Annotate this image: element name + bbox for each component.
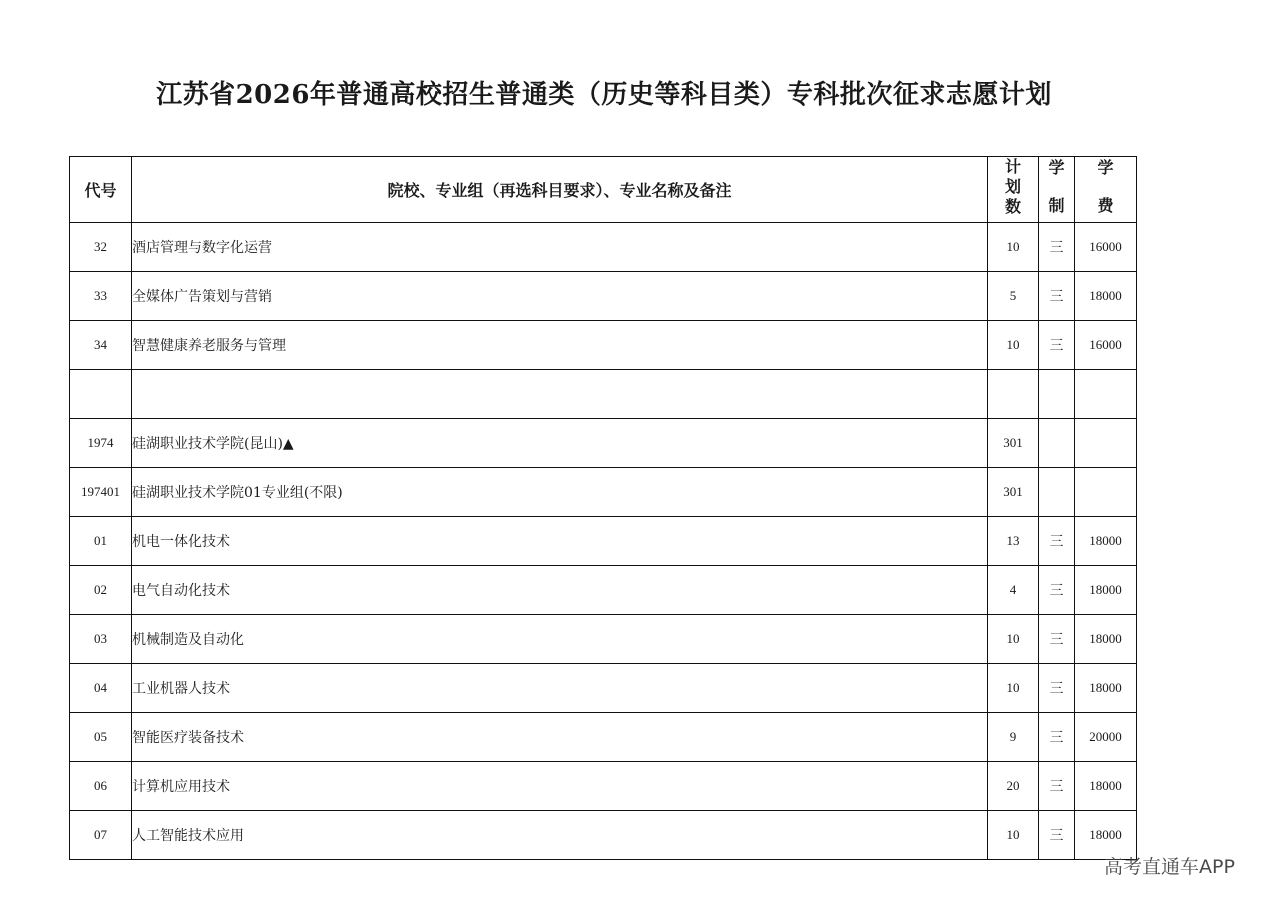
cell-code: 02 (70, 566, 132, 615)
cell-fee: 18000 (1075, 811, 1137, 860)
cell-fee: 20000 (1075, 713, 1137, 762)
cell-name: 智慧健康养老服务与管理 (132, 321, 988, 370)
cell-name: 硅湖职业技术学院01专业组(不限) (132, 468, 988, 517)
cell-system: 三 (1039, 615, 1075, 664)
cell-system: 三 (1039, 272, 1075, 321)
header-plan-char: 计 (1004, 157, 1021, 176)
cell-code: 07 (70, 811, 132, 860)
watermark: 高考直通车APP (1104, 856, 1235, 878)
table-row (70, 566, 1137, 615)
cell-name: 机械制造及自动化 (132, 615, 988, 664)
cell-code: 33 (70, 272, 132, 321)
cell-system: 三 (1039, 321, 1075, 370)
cell-code (70, 370, 132, 419)
table-row (70, 664, 1137, 713)
header-fee (1075, 157, 1137, 223)
table-body (70, 223, 1137, 860)
header-system-char: 学 (1048, 158, 1065, 177)
cell-plan: 10 (988, 321, 1039, 370)
cell-name: 电气自动化技术 (132, 566, 988, 615)
cell-name: 机电一体化技术 (132, 517, 988, 566)
cell-system: 三 (1039, 811, 1075, 860)
cell-plan: 20 (988, 762, 1039, 811)
header-name: 院校、专业组（再选科目要求）、专业名称及备注 (132, 157, 988, 223)
cell-fee: 16000 (1075, 321, 1137, 370)
cell-system (1039, 468, 1075, 517)
header-code: 代号 (70, 157, 132, 223)
cell-code: 06 (70, 762, 132, 811)
cell-code: 32 (70, 223, 132, 272)
cell-name: 智能医疗装备技术 (132, 713, 988, 762)
cell-name: 人工智能技术应用 (132, 811, 988, 860)
table-row (70, 811, 1137, 860)
enrollment-plan-table (69, 156, 1137, 860)
table-row (70, 615, 1137, 664)
cell-plan: 10 (988, 223, 1039, 272)
table-row (70, 223, 1137, 272)
cell-name: 酒店管理与数字化运营 (132, 223, 988, 272)
header-fee-char: 学 (1097, 158, 1114, 177)
cell-fee (1075, 468, 1137, 517)
cell-name: 全媒体广告策划与营销 (132, 272, 988, 321)
cell-plan (988, 370, 1039, 419)
cell-plan: 5 (988, 272, 1039, 321)
cell-code: 04 (70, 664, 132, 713)
cell-plan: 13 (988, 517, 1039, 566)
cell-system: 三 (1039, 664, 1075, 713)
cell-code: 197401 (70, 468, 132, 517)
cell-plan: 9 (988, 713, 1039, 762)
cell-fee: 18000 (1075, 664, 1137, 713)
cell-fee: 18000 (1075, 566, 1137, 615)
cell-fee: 18000 (1075, 762, 1137, 811)
cell-plan: 10 (988, 811, 1039, 860)
cell-code: 03 (70, 615, 132, 664)
table-header-row (70, 157, 1137, 223)
cell-system: 三 (1039, 713, 1075, 762)
cell-system: 三 (1039, 517, 1075, 566)
cell-fee: 18000 (1075, 615, 1137, 664)
cell-fee: 16000 (1075, 223, 1137, 272)
cell-name (132, 370, 988, 419)
table-row (70, 272, 1137, 321)
table-row (70, 713, 1137, 762)
cell-code: 01 (70, 517, 132, 566)
cell-plan: 301 (988, 468, 1039, 517)
cell-code: 34 (70, 321, 132, 370)
cell-fee (1075, 419, 1137, 468)
header-system (1039, 157, 1075, 223)
cell-plan: 301 (988, 419, 1039, 468)
table-row (70, 419, 1137, 468)
cell-fee (1075, 370, 1137, 419)
table-row (70, 762, 1137, 811)
table-row (70, 370, 1137, 419)
header-plan-char: 划 (1004, 177, 1021, 196)
table-row (70, 468, 1137, 517)
cell-plan: 10 (988, 615, 1039, 664)
cell-system (1039, 370, 1075, 419)
cell-fee: 18000 (1075, 272, 1137, 321)
cell-system (1039, 419, 1075, 468)
cell-system: 三 (1039, 762, 1075, 811)
cell-name: 工业机器人技术 (132, 664, 988, 713)
cell-fee: 18000 (1075, 517, 1137, 566)
cell-plan: 4 (988, 566, 1039, 615)
cell-plan: 10 (988, 664, 1039, 713)
table-row (70, 321, 1137, 370)
cell-code: 1974 (70, 419, 132, 468)
table-row (70, 517, 1137, 566)
cell-code: 05 (70, 713, 132, 762)
cell-system: 三 (1039, 566, 1075, 615)
header-plan (988, 157, 1039, 223)
cell-system: 三 (1039, 223, 1075, 272)
header-system-char: 制 (1048, 196, 1065, 215)
cell-name: 计算机应用技术 (132, 762, 988, 811)
cell-name: 硅湖职业技术学院(昆山)▲ (132, 419, 988, 468)
header-fee-char: 费 (1097, 196, 1114, 215)
document-title: 江苏省2026年普通高校招生普通类（历史等科目类）专科批次征求志愿计划 (156, 80, 1052, 110)
header-plan-char: 数 (1004, 197, 1021, 216)
